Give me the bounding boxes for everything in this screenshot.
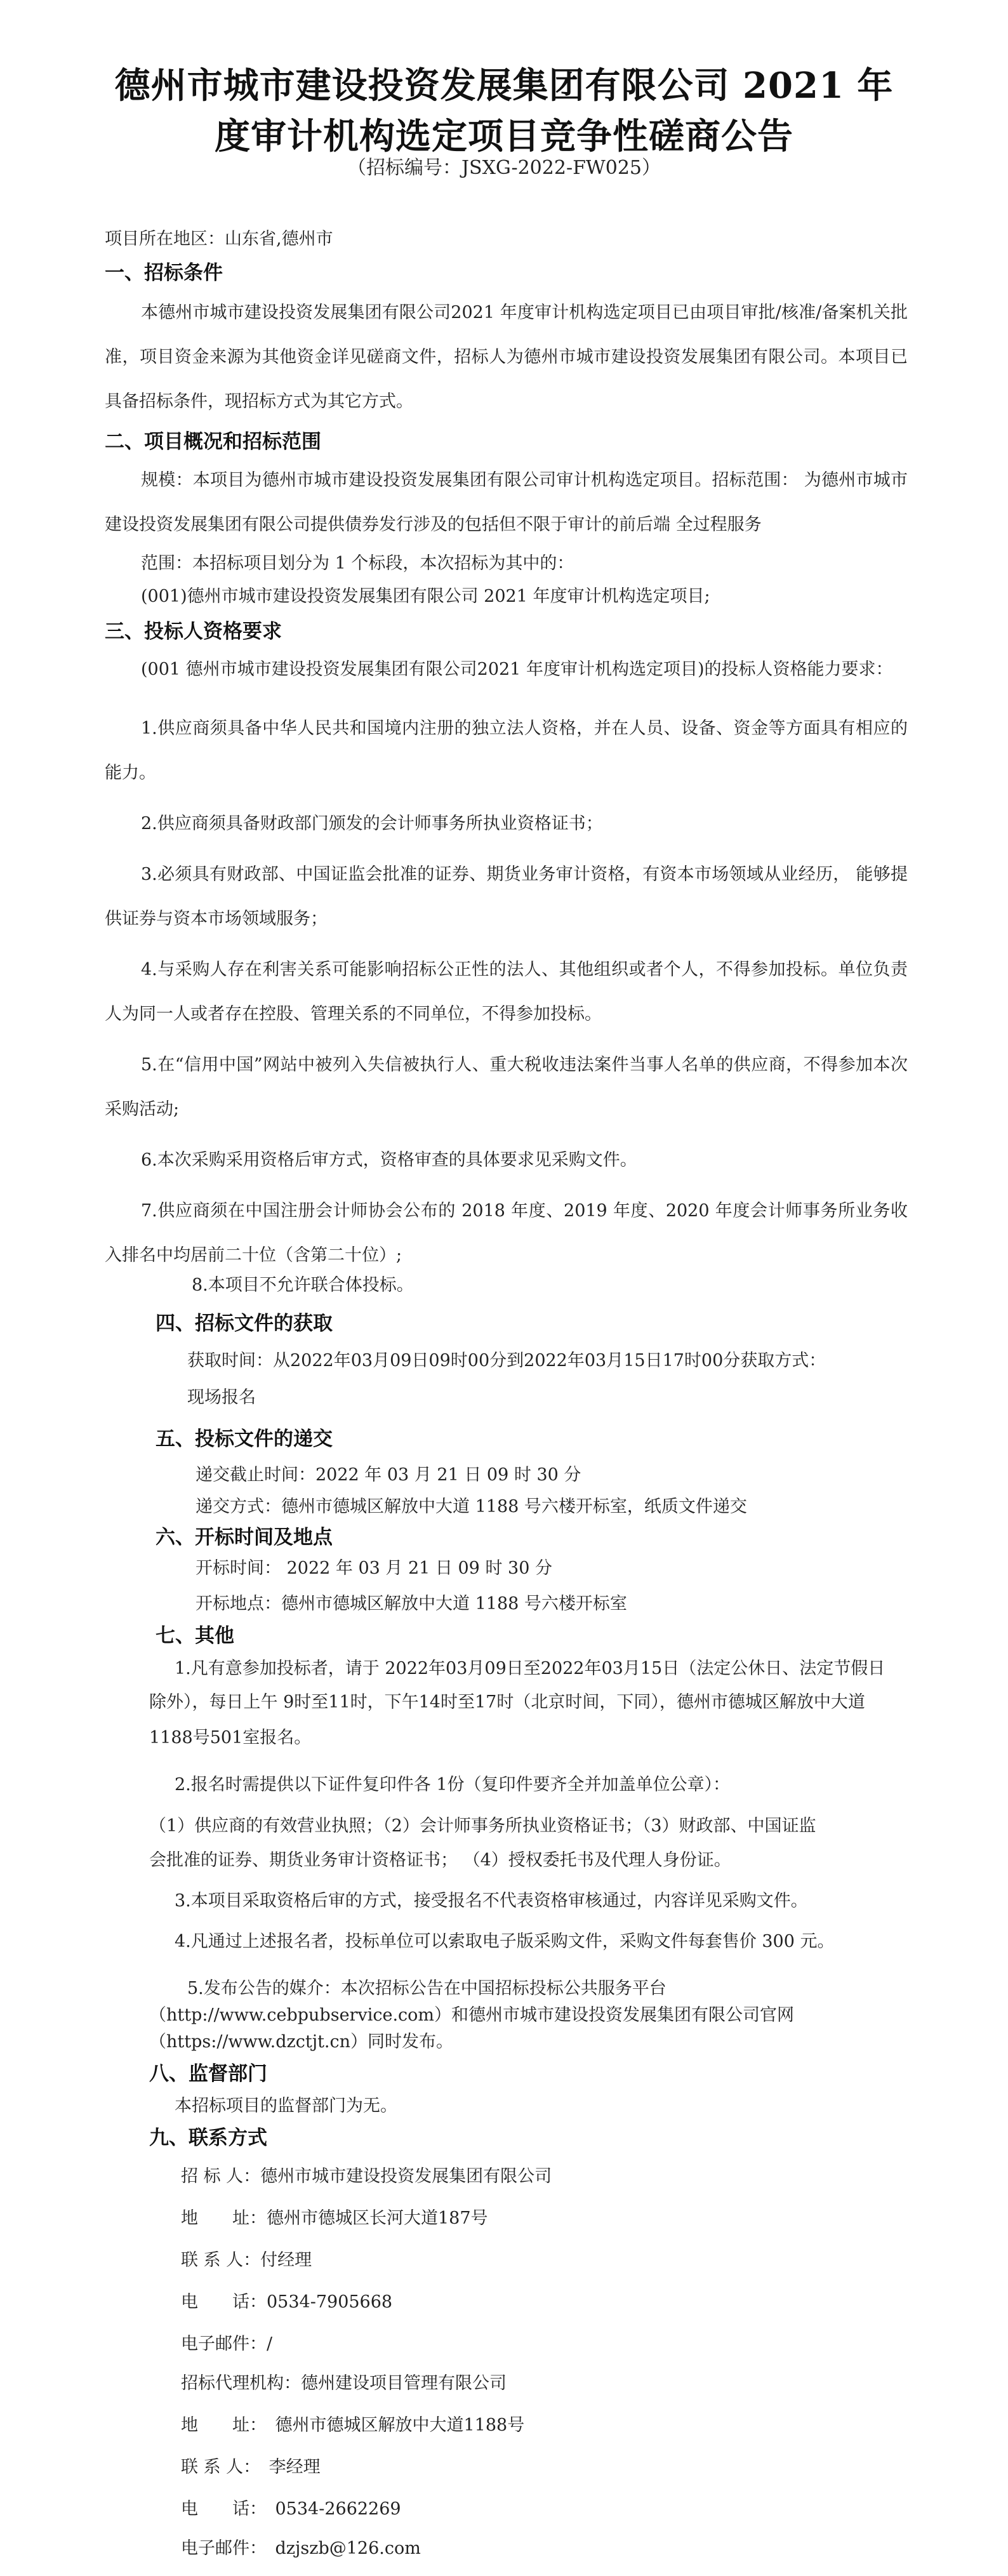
section-7-p2-line-2: 会批准的证券、期货业务审计资格证书； （4）授权委托书及代理人身份证。 [149, 1850, 731, 1870]
section-2-lot: (001)德州市城市建设投资发展集团有限公司 2021 年度审计机构选定项目; [141, 587, 710, 606]
bid-number: （招标编号：JSXG-2022-FW025） [347, 157, 661, 179]
section-5-method: 递交方式：德州市德城区解放中大道 1188 号六楼开标室，纸质文件递交 [196, 1497, 747, 1517]
contact-line: 地 址： 德州市德城区解放中大道1188号 [181, 2415, 525, 2435]
section-2-scope: 范围：本招标项目划分为 1 个标段，本次招标为其中的： [141, 554, 574, 573]
section-7-p4: 4.凡通过上述报名者，投标单位可以索取电子版采购文件，采购文件每套售价 300 元。 [175, 1932, 835, 1951]
requirement-item: 7.供应商须在中国注册会计师协会公布的 2018 年度、2019 年度、2020 年度会计师事务所业务收入排名中均居前二十位（含第二十位）; [105, 1201, 908, 1265]
section-9-heading: 九、联系方式 [149, 2127, 267, 2149]
section-3-heading: 三、投标人资格要求 [105, 620, 282, 643]
section-1-body: 本德州市城市建设投资发展集团有限公司2021 年度审计机构选定项目已由项目审批/核准/备案机关批准，项目资金来源为其他资金详见磋商文件，招标人为德州市城市建设投资发展集团有限公司。本项目已具备招标条件，现招标方式为其它方式。 [105, 303, 908, 411]
section-4-method: 现场报名 [187, 1388, 256, 1407]
contact-line: 地 址：德州市德城区长河大道187号 [181, 2208, 488, 2228]
requirement-item: 2.供应商须具备财政部门颁发的会计师事务所执业资格证书； [141, 814, 603, 833]
section-4-heading: 四、招标文件的获取 [156, 1312, 333, 1335]
section-8-heading: 八、监督部门 [149, 2062, 267, 2085]
section-8-body: 本招标项目的监督部门为无。 [175, 2096, 397, 2116]
section-7-p1-line-1: 1.凡有意参加投标者，请于 2022年03月09日至2022年03月15日（法定公休日、法定节假日 [175, 1659, 885, 1678]
section-3-intro: (001 德州市城市建设投资发展集团有限公司2021 年度审计机构选定项目)的投标人资格能力要求： [141, 660, 893, 679]
section-7-p5-line-2: （http://www.cebpubservice.com）和德州市城市建设投资发展集团有限公司官网 [149, 2005, 795, 2025]
contact-line: 电 话： 0534-2662269 [181, 2499, 401, 2519]
section-7-p1-line-3: 1188号501室报名。 [149, 1728, 312, 1748]
section-1-heading: 一、招标条件 [105, 262, 223, 284]
requirement-item: 4.与采购人存在利害关系可能影响招标公正性的法人、其他组织或者个人，不得参加投标。单位负责人为同一人或者存在控股、管理关系的不同单位，不得参加投标。 [105, 960, 908, 1024]
section-7-heading: 七、其他 [156, 1624, 234, 1647]
section-7-p3: 3.本项目采取资格后审的方式，接受报名不代表资格审核通过，内容详见采购文件。 [175, 1891, 808, 1911]
section-2-body: 规模：本项目为德州市城市建设投资发展集团有限公司审计机构选定项目。招标范围： 为德州市城市建设投资发展集团有限公司提供债券发行涉及的包括但不限于审计的前后端 全过程服务 [105, 470, 908, 534]
section-2-heading: 二、项目概况和招标范围 [105, 430, 321, 453]
section-7-p2-line-1: （1）供应商的有效营业执照；（2）会计师事务所执业资格证书；（3）财政部、中国证监 [149, 1816, 816, 1836]
contact-line: 招标代理机构：德州建设项目管理有限公司 [181, 2374, 507, 2393]
section-7-p5-line-1: 5.发布公告的媒介：本次招标公告在中国招标投标公共服务平台 [187, 1979, 666, 1998]
requirement-item-8: 8.本项目不允许联合体投标。 [192, 1275, 414, 1295]
contact-line: 电 话：0534-7905668 [181, 2292, 393, 2312]
section-7-p1-line-2: 除外），每日上午 9时至11时，下午14时至17时（北京时间，下同），德州市德城区解放中大道 [149, 1692, 865, 1712]
section-6-place: 开标地点：德州市德城区解放中大道 1188 号六楼开标室 [196, 1594, 627, 1614]
section-7-p2: 2.报名时需提供以下证件复印件各 1份（复印件要齐全并加盖单位公章）： [175, 1775, 731, 1795]
contact-line: 联 系 人：付经理 [181, 2250, 312, 2270]
section-4-time: 获取时间：从2022年03月09日09时00分到2022年03月15日17时00分获取方式： [187, 1351, 826, 1371]
title-line-2: 度审计机构选定项目竞争性磋商公告 [215, 116, 793, 157]
section-5-deadline: 递交截止时间：2022 年 03 月 21 日 09 时 30 分 [196, 1465, 581, 1485]
contact-line: 招 标 人：德州市城市建设投资发展集团有限公司 [181, 2167, 552, 2186]
section-5-heading: 五、投标文件的递交 [156, 1428, 333, 1451]
requirement-item: 1.供应商须具备中华人民共和国境内注册的独立法人资格，并在人员、设备、资金等方面具有相应的能力。 [105, 719, 908, 783]
title-line-1: 德州市城市建设投资发展集团有限公司 2021 年 [114, 65, 894, 107]
contact-line: 电子邮件：/ [181, 2334, 273, 2354]
section-6-heading: 六、开标时间及地点 [156, 1526, 333, 1549]
section-7-p5-line-3: （https://www.dzctjt.cn）同时发布。 [149, 2032, 454, 2052]
contact-line: 电子邮件： dzjszb@126.com [181, 2539, 421, 2558]
section-6-time: 开标时间： 2022 年 03 月 21 日 09 时 30 分 [196, 1558, 552, 1578]
project-region: 项目所在地区：山东省,德州市 [105, 229, 333, 249]
requirement-item: 5.在“信用中国”网站中被列入失信被执行人、重大税收违法案件当事人名单的供应商，不得参加本次采购活动; [105, 1055, 908, 1119]
contact-line: 联 系 人： 李经理 [181, 2457, 321, 2477]
requirement-item: 3.必须具有财政部、中国证监会批准的证券、期货业务审计资格，有资本市场领域从业经历， 能够提供证券与资本市场领域服务； [105, 865, 908, 929]
requirement-item: 6.本次采购采用资格后审方式，资格审查的具体要求见采购文件。 [141, 1150, 637, 1170]
